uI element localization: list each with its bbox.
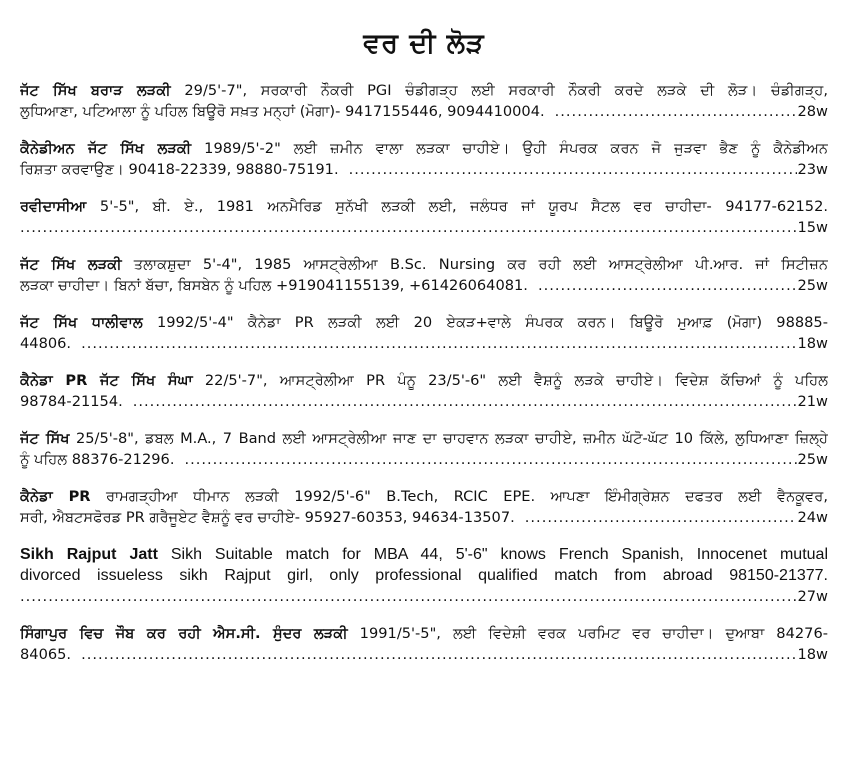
ad-lead: ਕੈਨੇਡਾ PR bbox=[20, 488, 91, 505]
ad-text: 29/5'-7", ਸਰਕਾਰੀ ਨੌਕਰੀ PGI ਚੰਡੀਗੜ੍ਹ ਲਈ ਸਰਕਾਰੀ ਨੌਕਰੀ ਕਰਦੇ ਲੜਕੇ ਦੀ ਲੋੜ। ਚੰਡੀਗੜ੍ਹ, bbox=[170, 82, 828, 99]
ad-code: 18w bbox=[797, 646, 828, 663]
ad-code: 23w bbox=[797, 161, 828, 178]
ad-text: 1992/5'-4" ਕੈਨੇਡਾ PR ਲੜਕੀ ਲਈ 20 ਏਕੜ+ਵਾਲੇ ਸੰਪਰਕ ਕਰਨ। ਬਿਊਰੋ ਮੁਆਫ਼ (ਮੋਗਾ) 98885- bbox=[142, 314, 828, 331]
ad-lead: ਜੱਟ ਸਿੱਖ bbox=[20, 430, 70, 447]
ad-item bbox=[20, 254, 828, 296]
ad-text: 5'-5", ਬੀ. ਏ., 1981 ਅਨਮੈਰਿਡ ਸੁਨੱਖੀ ਲੜਕੀ ਲਈ, ਜਲੰਧਰ ਜਾਂ ਯੂਰਪ ਸੈਟਲ ਵਰ ਚਾਹੀਦਾ- 94177-62152. bbox=[86, 198, 828, 215]
ad-text: 22/5'-7", ਆਸਟ੍ਰੇਲੀਆ PR ਪੰਨੂ 23/5'-6" ਲਈ ਵੈਸ਼ਨੂੰ ਲੜਕੇ ਚਾਹੀਏ। ਵਿਦੇਸ਼ ਕੱਚਿਆਂ ਨੂੰ ਪਹਿਲ bbox=[192, 372, 828, 389]
ad-lead: Sikh Rajput Jatt bbox=[20, 546, 158, 563]
ad-text: 1991/5'-5", ਲਈ ਵਿਦੇਸ਼ੀ ਵਰਕ ਪਰਮਿਟ ਵਰ ਚਾਹੀਦਾ। ਦੁਆਬਾ 84276- bbox=[347, 625, 828, 642]
ad-item bbox=[20, 196, 828, 238]
ad-text-continued: divorced issueless sikh Rajput girl, only professional qualified match from abroad 98150-21377. bbox=[20, 567, 828, 584]
ad-item bbox=[20, 312, 828, 354]
ad-lead: ਸਿੰਗਾਪੁਰ ਵਿਚ ਜੌਬ ਕਰ ਰਹੀ ਐਸ.ਸੀ. ਸੁੰਦਰ ਲੜਕੀ bbox=[20, 625, 348, 642]
dot-leader bbox=[525, 507, 798, 528]
ad-text-continued: 84065. bbox=[20, 646, 72, 663]
ad-code: 15w bbox=[797, 219, 828, 236]
ad-text: ਤਲਾਕਸ਼ੁਦਾ 5'-4", 1985 ਆਸਟ੍ਰੇਲੀਆ B.Sc. Nursing ਕਰ ਰਹੀ ਲਈ ਆਸਟ੍ਰੇਲੀਆ ਪੀ.ਆਰ. ਜਾਂ ਸਿਟੀਜ਼ਨ bbox=[121, 256, 828, 273]
dot-leader bbox=[81, 333, 797, 354]
ad-text-continued: 44806. bbox=[20, 335, 72, 352]
dot-leader bbox=[81, 644, 797, 665]
ad-item bbox=[20, 544, 828, 607]
ad-item bbox=[20, 370, 828, 412]
ad-item bbox=[20, 428, 828, 470]
ad-code: 27w bbox=[797, 588, 828, 605]
ad-code: 25w bbox=[797, 451, 828, 468]
ad-text-continued: ਨੂੰ ਪਹਿਲ 88376-21296. bbox=[20, 451, 175, 468]
ad-code: 28w bbox=[797, 103, 828, 120]
ad-lead: ਕੈਨੇਡਾ PR ਜੱਟ ਸਿੱਖ ਸੰਘਾ bbox=[20, 372, 193, 389]
ad-lead: ਜੱਟ ਸਿੱਖ ਲੜਕੀ bbox=[20, 256, 122, 273]
ad-code: 21w bbox=[797, 393, 828, 410]
ad-text: 25/5'-8", ਡਬਲ M.A., 7 Band ਲਈ ਆਸਟ੍ਰੇਲੀਆ ਜਾਣ ਦਾ ਚਾਹਵਾਨ ਲੜਕਾ ਚਾਹੀਏ, ਜ਼ਮੀਨ ਘੱਟੋ-ਘੱਟ 10 ਕਿੱਲੇ, ਲੁਧਿਆਣਾ ਜ਼ਿਲ੍ਹੇ bbox=[69, 430, 828, 447]
ad-code: 24w bbox=[797, 509, 828, 526]
dot-leader bbox=[20, 586, 797, 607]
dot-leader bbox=[184, 449, 797, 470]
ad-item bbox=[20, 138, 828, 180]
ad-text-continued: ਲੁਧਿਆਣਾ, ਪਟਿਆਲਾ ਨੂੰ ਪਹਿਲ ਬਿਊਰੋ ਸਖ਼ਤ ਮਨ੍ਹਾਂ (ਮੋਗਾ)- 9417155446, 9094410004. bbox=[20, 103, 545, 120]
dot-leader bbox=[20, 217, 797, 238]
page-title: ਵਰ ਦੀ ਲੋੜ bbox=[363, 28, 485, 59]
ad-text: ਰਾਮਗੜ੍ਹੀਆ ਧੀਮਾਨ ਲੜਕੀ 1992/5'-6" B.Tech, RCIC EPE. ਆਪਣਾ ਇੰਮੀਗ੍ਰੇਸ਼ਨ ਦਫਤਰ ਲਈ ਵੈਨਕੂਵਰ, bbox=[90, 488, 828, 505]
ad-code: 25w bbox=[797, 277, 828, 294]
ad-lead: ਜੱਟ ਸਿੱਖ ਧਾਲੀਵਾਲ bbox=[20, 314, 143, 331]
ad-lead: ਜੱਟ ਸਿੱਖ ਬਰਾੜ ਲੜਕੀ bbox=[20, 82, 171, 99]
ad-item bbox=[20, 623, 828, 665]
dot-leader bbox=[133, 391, 798, 412]
ad-text-continued: ਰਿਸ਼ਤਾ ਕਰਵਾਉਣ। 90418-22339, 98880-75191. bbox=[20, 161, 339, 178]
ad-text-continued: 98784-21154. bbox=[20, 393, 123, 410]
dot-leader bbox=[555, 101, 798, 122]
ad-code: 18w bbox=[797, 335, 828, 352]
ad-item bbox=[20, 486, 828, 528]
ad-lead: ਕੈਨੇਡੀਅਨ ਜੱਟ ਸਿੱਖ ਲੜਕੀ bbox=[20, 140, 192, 157]
ad-text-continued: ਸਰੀ, ਐਬਟਸਫੋਰਡ PR ਗਰੈਜੂਏਟ ਵੈਸ਼ਨੂੰ ਵਰ ਚਾਹੀਏ- 95927-60353, 94634-13507. bbox=[20, 509, 515, 526]
ad-text: Sikh Suitable match for MBA 44, 5'-6" knows French Spanish, Innocenet mutual bbox=[157, 546, 828, 563]
dot-leader bbox=[349, 159, 798, 180]
dot-leader bbox=[538, 275, 798, 296]
ad-text: 1989/5'-2" ਲਈ ਜ਼ਮੀਨ ਵਾਲਾ ਲੜਕਾ ਚਾਹੀਏ। ਉਹੀ ਸੰਪਰਕ ਕਰਨ ਜੋ ਜੁੜਵਾ ਭੈਣ ਨੂੰ ਕੈਨੇਡੀਅਨ bbox=[191, 140, 828, 157]
ad-text-continued: ਲੜਕਾ ਚਾਹੀਦਾ। ਬਿਨਾਂ ਬੱਚਾ, ਬਿਸਬੇਨ ਨੂੰ ਪਹਿਲ +919041155139, +61426064081. bbox=[20, 277, 528, 294]
ad-item bbox=[20, 80, 828, 122]
ad-lead: ਰਵੀਦਾਸੀਆ bbox=[20, 198, 87, 215]
